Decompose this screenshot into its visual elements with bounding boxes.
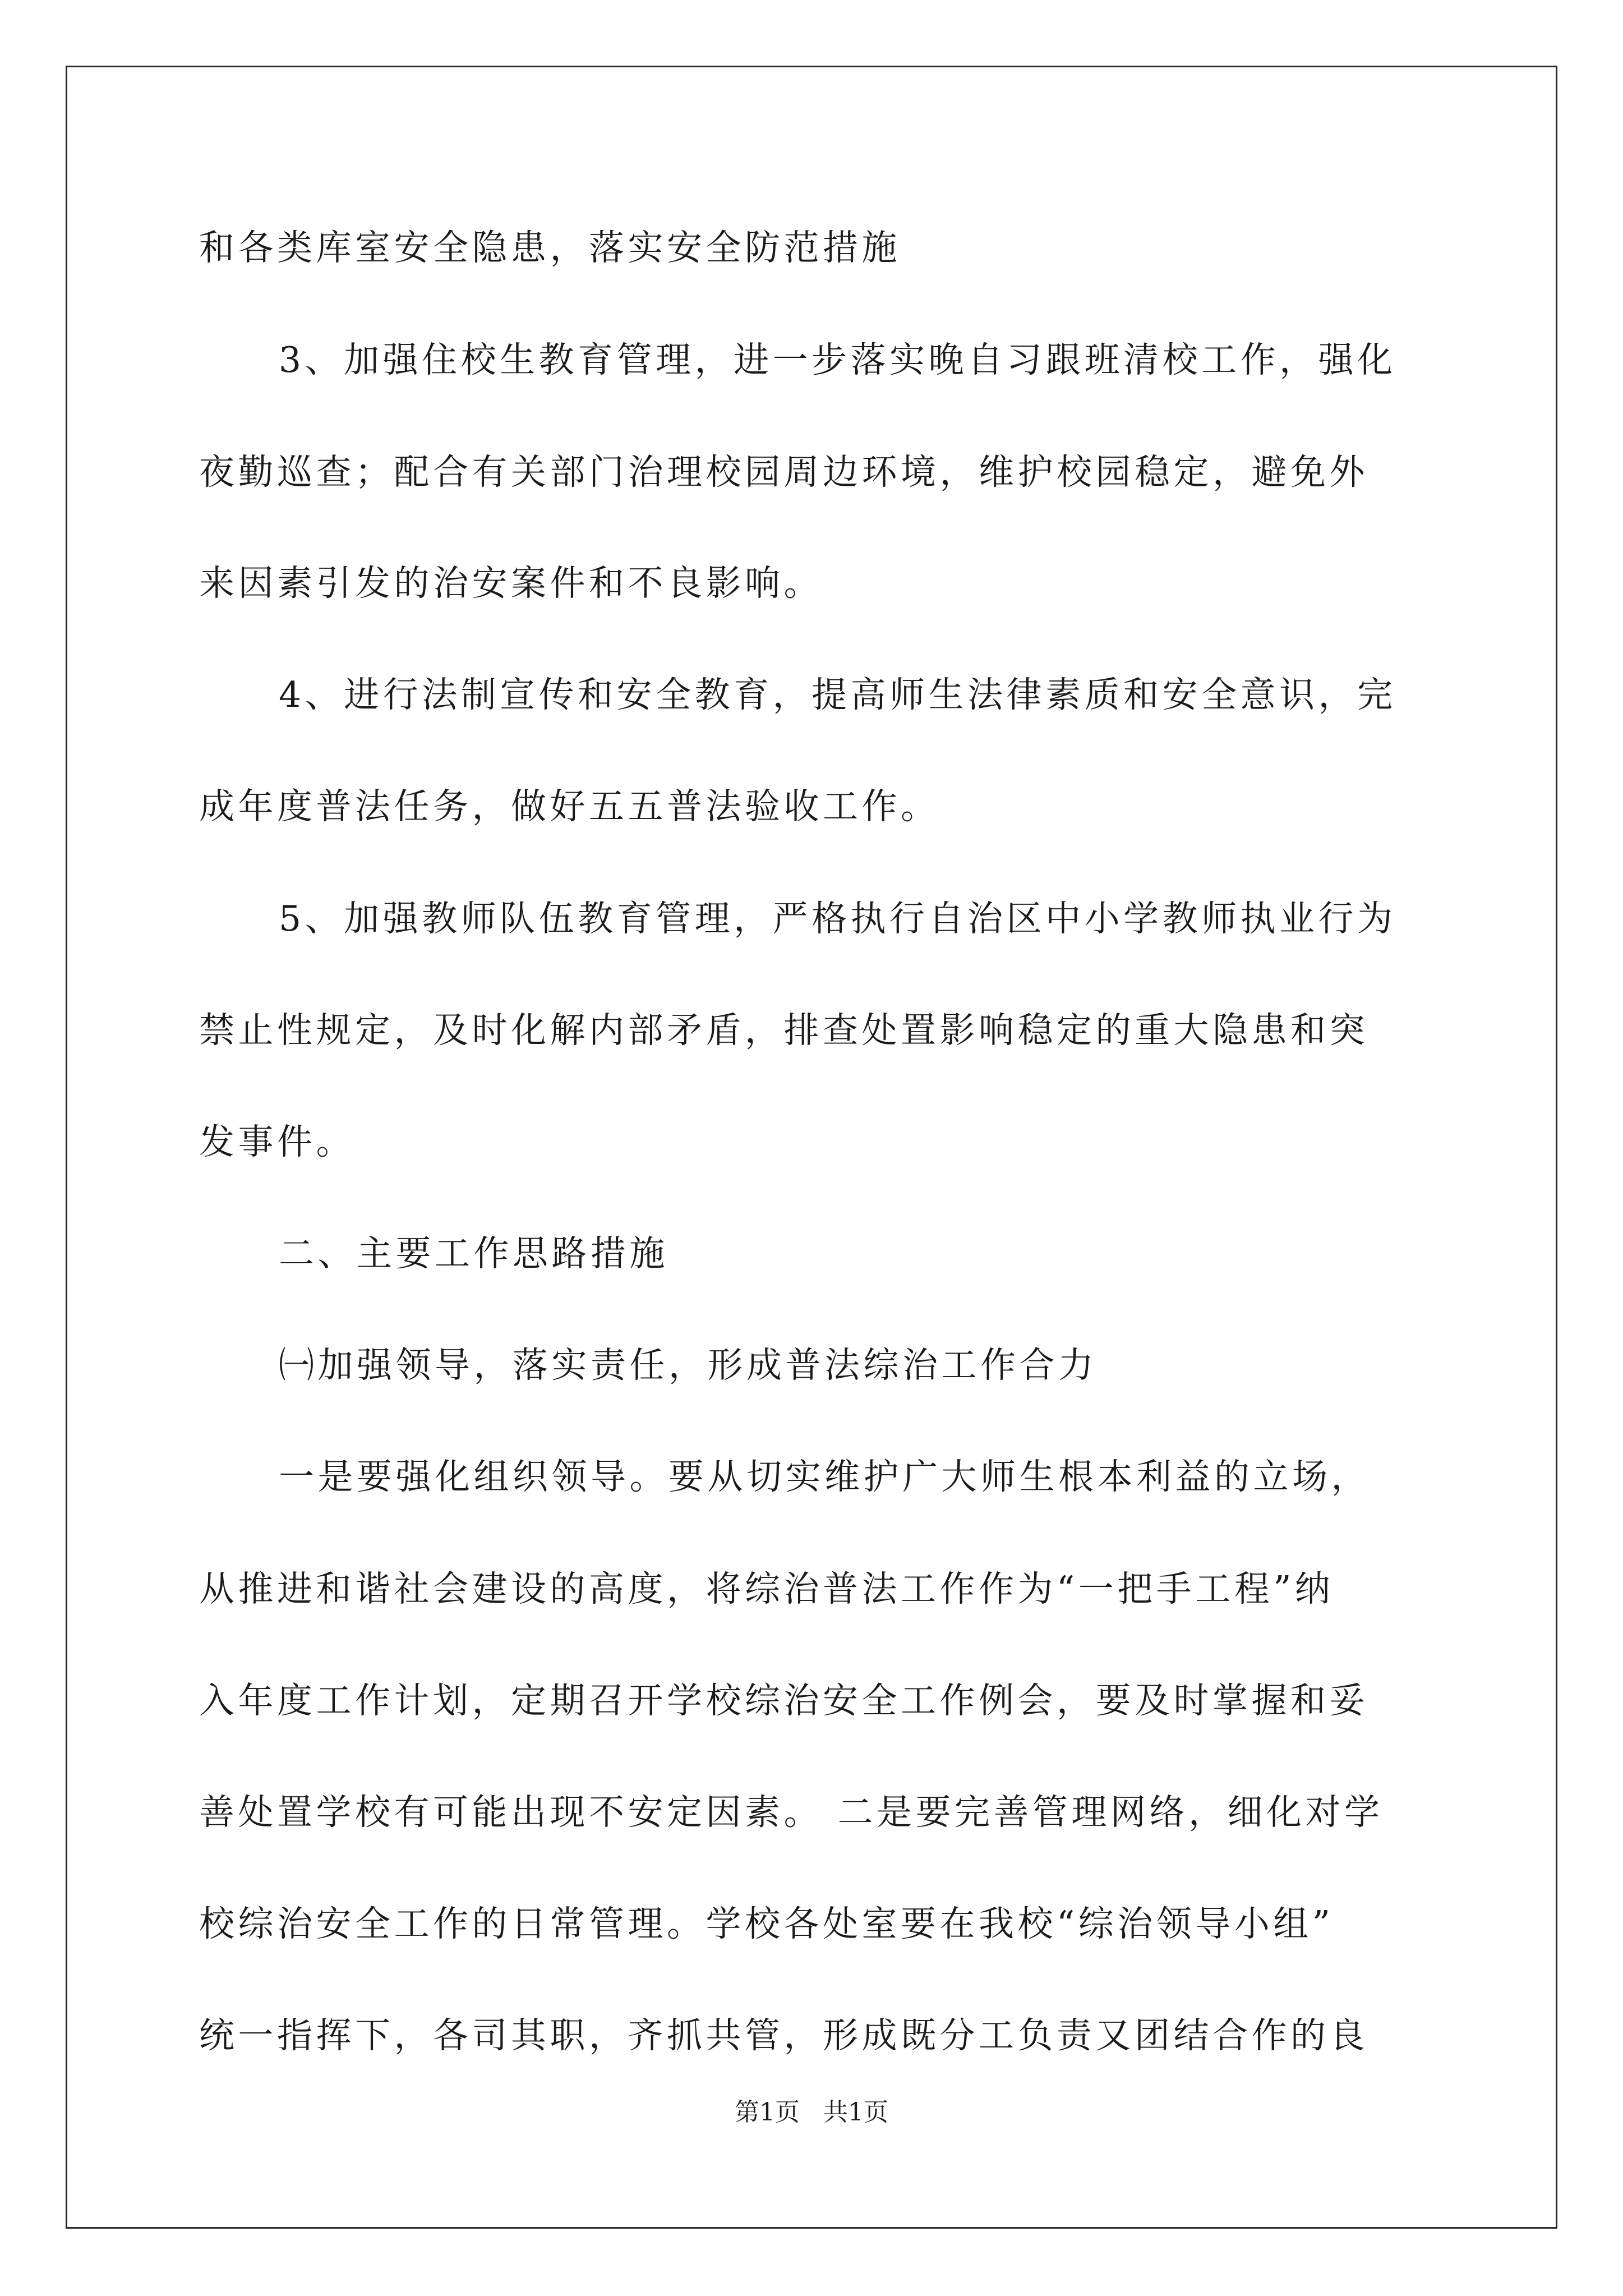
text-line: 成年度普法任务，做好五五普法验收工作。	[199, 786, 940, 827]
text-line: 禁止性规定，及时化解内部矛盾，排查处置影响稳定的重大隐患和突	[199, 1010, 1368, 1051]
text-line: 发事件。	[199, 1121, 355, 1162]
text-line: 善处置学校有可能出现不安定因素。 二是要完善管理网络，细化对学	[199, 1792, 1384, 1833]
text-line: 校综治安全工作的日常管理。学校各处室要在我校“综治领导小组”	[199, 1903, 1334, 1944]
text-line: 3、加强住校生教育管理，进一步落实晚自习跟班清校工作，强化	[279, 339, 1396, 380]
section-heading: 二、主要工作思路措施	[279, 1233, 668, 1274]
text-line: 来因素引发的治安案件和不良影响。	[199, 563, 823, 604]
subsection-heading: ㈠加强领导，落实责任，形成普法综治工作合力	[279, 1345, 1098, 1386]
text-line: 从推进和谐社会建设的高度，将综治普法工作作为“一把手工程”纳	[199, 1568, 1334, 1609]
text-line: 和各类库室安全隐患，落实安全防范措施	[199, 227, 901, 268]
page-number-footer: 第1页 共1页	[735, 2098, 888, 2127]
text-line: 4、进行法制宣传和安全教育，提高师生法律素质和安全意识，完	[279, 674, 1396, 715]
text-line: 一是要强化组织领导。要从切实维护广大师生根本利益的立场，	[279, 1456, 1370, 1497]
text-line: 夜勤巡查；配合有关部门治理校园周边环境，维护校园稳定，避免外	[199, 452, 1368, 493]
text-line: 5、加强教师队伍教育管理，严格执行自治区中小学教师执业行为	[279, 898, 1396, 939]
text-line: 入年度工作计划，定期召开学校综治安全工作例会，要及时掌握和妥	[199, 1680, 1368, 1721]
text-line: 统一指挥下，各司其职，齐抓共管，形成既分工负责又团结合作的良	[199, 2015, 1368, 2056]
